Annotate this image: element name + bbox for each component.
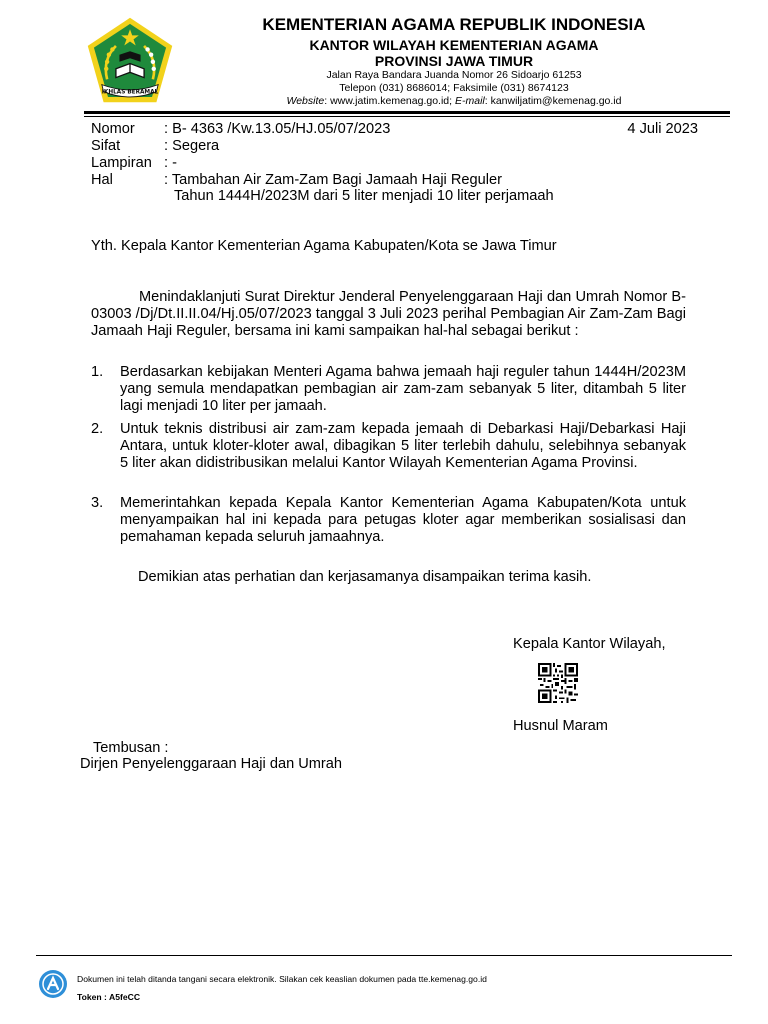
website-link[interactable]: : www.jatim.kemenag.go.id; xyxy=(324,95,455,107)
letterhead-divider-thick xyxy=(84,111,730,114)
office-phone: Telepon (031) 8686014; Faksimile (031) 8674123 xyxy=(339,82,569,94)
cc-recipient: Dirjen Penyelenggaraan Haji dan Umrah xyxy=(80,756,343,772)
hal-label: Hal xyxy=(91,172,113,188)
footer-divider xyxy=(36,955,732,956)
kemenag-logo xyxy=(86,16,174,104)
logo-motto: IKHLAS BERAMAL xyxy=(101,89,159,96)
point-1-text: Berdasarkan kebijakan Menteri Agama bahwa jemaah haji reguler tahun 1444H/2023M yang semula mendapatkan pembagian air zam-zam sebanyak 5 liter, ditambah 5 liter lagi menjadi 10 liter per jamaah. xyxy=(120,364,686,414)
point-3-text: Memerintahkan kepada Kepala Kantor Kementerian Agama Kabupaten/Kota untuk menyampaikan hal ini kepada para petugas kloter agar memberikan sosialisasi dan pemahaman kepada seluruh jamaahnya. xyxy=(120,495,686,545)
ministry-name: KEMENTERIAN AGAMA REPUBLIK INDONESIA xyxy=(262,15,646,34)
esign-notice: Dokumen ini telah ditanda tangani secara elektronik. Silakan cek keaslian dokumen pada tte.kemenag.go.id xyxy=(77,974,487,984)
signatory-name: Husnul Maram xyxy=(513,718,608,734)
closing-sentence: Demikian atas perhatian dan kerjasamanya disampaikan terima kasih. xyxy=(138,569,592,585)
signatory-title: Kepala Kantor Wilayah, xyxy=(513,636,666,652)
letterhead-divider-thin xyxy=(84,116,730,117)
intro-paragraph: Menindaklanjuti Surat Direktur Jenderal Penyelenggaraan Haji dan Umrah Nomor B-03003 /Dj/Dt.II.II.04/Hj.05/07/2023 tanggal 3 Juli 2023 perihal Pembagian Air Zam-Zam Bagi Jamaah Haji Reguler, bersama ini kami sampaikan hal-hal sebagai berikut : xyxy=(91,289,686,339)
office-name: KANTOR WILAYAH KEMENTERIAN AGAMA xyxy=(309,37,599,53)
signature-qr-code xyxy=(538,663,578,703)
bsre-seal-icon xyxy=(38,969,68,999)
point-2-number: 2. xyxy=(91,421,104,437)
sifat-label: Sifat xyxy=(91,138,121,154)
hal-value-line2: Tahun 1444H/2023M dari 5 liter menjadi 10 liter perjamaah xyxy=(174,188,554,204)
nomor-value: : B- 4363 /Kw.13.05/HJ.05/07/2023 xyxy=(164,121,391,137)
lampiran-value: : - xyxy=(164,155,177,171)
province-name: PROVINSI JAWA TIMUR xyxy=(374,53,534,69)
point-2-text: Untuk teknis distribusi air zam-zam kepada jemaah di Debarkasi Haji/Debarkasi Haji Antara, untuk kloter-kloter awal, dibagikan 5 liter terlebih dahulu, selebihnya sebanyak 5 liter akan didistribusikan melalui Kantor Wilayah Kementerian Agama Provinsi. xyxy=(120,421,686,471)
sifat-value: : Segera xyxy=(164,138,220,154)
point-3-number: 3. xyxy=(91,495,104,511)
cc-label: Tembusan : xyxy=(93,740,169,756)
email-link[interactable]: : kanwiljatim@kemenag.go.id xyxy=(484,95,622,107)
addressee: Yth. Kepala Kantor Kementerian Agama Kabupaten/Kota se Jawa Timur xyxy=(91,238,557,254)
hal-value-line1: : Tambahan Air Zam-Zam Bagi Jamaah Haji Reguler xyxy=(164,172,502,188)
office-contacts xyxy=(180,95,728,107)
esign-token: Token : A5feCC xyxy=(77,992,141,1002)
email-label: E-mail xyxy=(454,95,485,107)
office-address: Jalan Raya Bandara Juanda Nomor 26 Sidoarjo 61253 xyxy=(326,69,582,81)
letter-date: 4 Juli 2023 xyxy=(627,121,698,137)
website-label: Website xyxy=(286,95,325,107)
point-1-number: 1. xyxy=(91,364,104,380)
nomor-label: Nomor xyxy=(91,121,135,137)
lampiran-label: Lampiran xyxy=(91,155,152,171)
